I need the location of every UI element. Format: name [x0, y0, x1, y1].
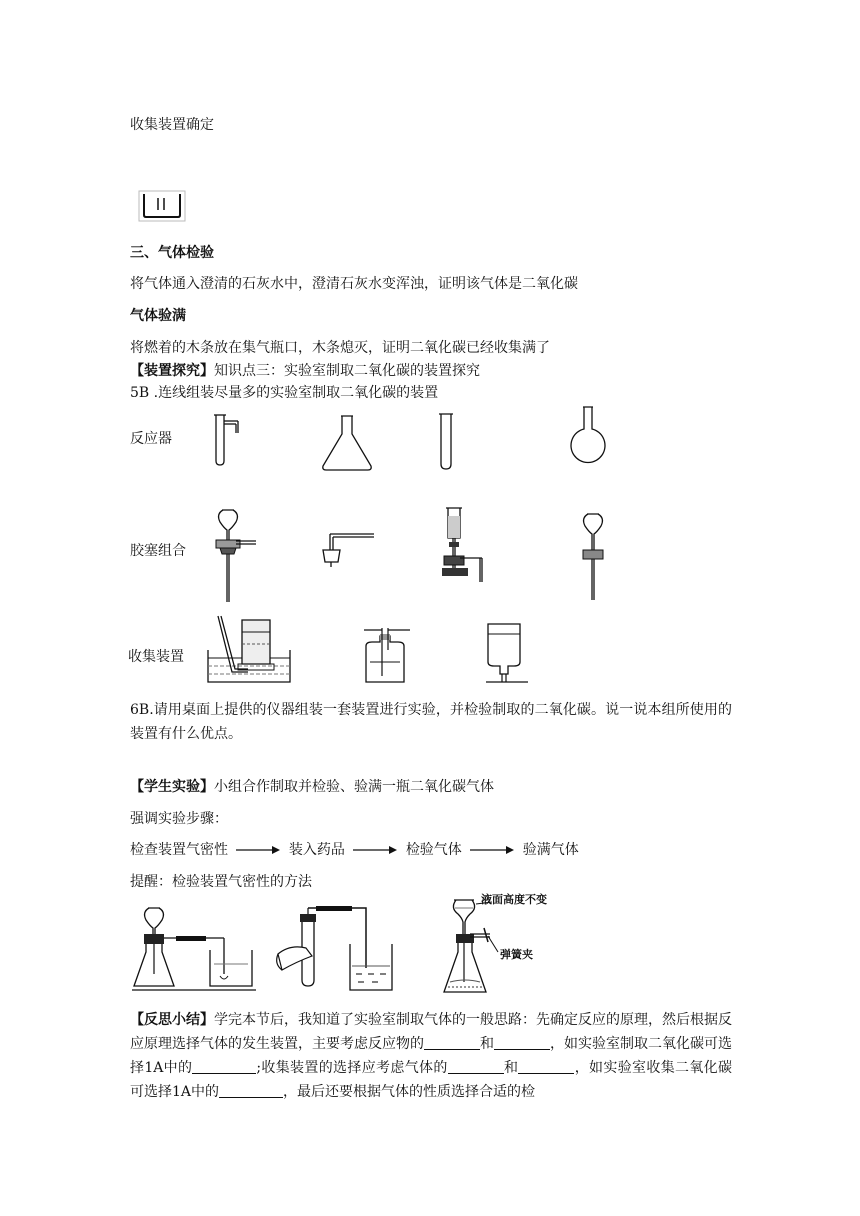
label-spring-clip: 弹簧夹	[500, 948, 533, 961]
row-label-reactor: 反应器	[130, 431, 172, 447]
summary-text-3: ;收集装置的选择应考虑气体的	[256, 1060, 448, 1076]
blank-collector-choice[interactable]	[219, 1083, 283, 1098]
device-explore-text: 知识点三：实验室制取二氧化碳的装置探究	[214, 363, 480, 379]
arrow-right-icon	[470, 845, 514, 855]
round-bottom-flask-icon	[568, 405, 608, 465]
airtightness-figure-3	[440, 894, 590, 998]
label-liquid-level: 液面高度不变	[481, 893, 547, 906]
blank-generator-choice[interactable]	[192, 1059, 256, 1074]
summary-and-2: 和	[503, 1060, 519, 1076]
full-text: 将燃着的木条放在集气瓶口，木条熄灭，证明二氧化碳已经收集满了	[130, 340, 550, 356]
step-4: 验满气体	[522, 842, 579, 858]
long-neck-funnel-stopper-icon	[578, 512, 608, 602]
reminder: 提醒：检验装置气密性的方法	[130, 874, 312, 890]
question-6b: 6B.请用桌面上提供的仪器组装一套装置进行实验，并检验制取的二氧化碳。说一说本组所使用的装置有什么优点。	[130, 702, 732, 742]
summary-text-4: ，如实验室收集二氧化碳可选择1A中的	[130, 1060, 733, 1100]
device-explore-tag: 【装置探究】	[130, 363, 214, 379]
summary-tag: 【反思小结】	[130, 1012, 214, 1028]
arrow-right-icon	[236, 845, 280, 855]
steps-title: 强调实验步骤：	[130, 811, 228, 827]
test-tube-with-side-arm-icon	[208, 413, 248, 467]
blank-reaction-condition[interactable]	[494, 1035, 550, 1050]
container-icon	[138, 190, 186, 222]
blank-gas-density[interactable]	[448, 1059, 504, 1074]
summary-paragraph	[130, 1008, 732, 1104]
section3-text: 将气体通入澄清的石灰水中，澄清石灰水变浑浊，证明该气体是二氧化碳	[130, 276, 578, 292]
summary-text-2: ，如实验室制取二氧化碳可选择1A中的	[130, 1036, 732, 1076]
summary-text-5: ，最后还要根据气体的性质选择合适的检	[283, 1084, 536, 1100]
step-1: 检查装置气密性	[130, 842, 228, 858]
row-label-stopper: 胶塞组合	[130, 543, 186, 559]
row-label-collector: 收集装置	[128, 649, 184, 665]
water-trough-collection-icon	[204, 614, 294, 686]
step-2: 装入药品	[288, 842, 345, 858]
separatory-funnel-stopper-icon	[440, 506, 496, 584]
arrow-right-icon	[353, 845, 397, 855]
gas-bottle-with-tubes-icon	[360, 626, 414, 684]
stopper-with-bent-tube-icon	[320, 530, 376, 568]
collection-device-label: 收集装置确定	[130, 117, 214, 133]
full-heading: 气体验满	[130, 308, 186, 324]
student-experiment-text: 小组合作制取并检验、验满一瓶二氧化碳气体	[214, 779, 494, 795]
step-3: 检验气体	[405, 842, 462, 858]
airtightness-figure-1	[130, 904, 258, 996]
steps-flow	[130, 841, 579, 859]
device-explore-line	[130, 362, 480, 380]
blank-reactant-state[interactable]	[424, 1035, 480, 1050]
section3-heading: 三、气体检验	[130, 245, 214, 261]
question-5b: 5B .连线组装尽量多的实验室制取二氧化碳的装置	[130, 385, 439, 401]
funnel-stopper-assembly-icon	[212, 508, 262, 604]
summary-text-1: 学完本节后，我知道了实验室制取气体的一般思路：先确定反应的原理，然后根据反应原理选择气体的发生装置，主要考虑反应物的	[130, 1012, 732, 1052]
airtightness-figure-2	[272, 904, 396, 996]
summary-and-1: 和	[480, 1036, 494, 1052]
inverted-bottle-icon	[482, 622, 530, 684]
conical-flask-icon	[320, 414, 374, 472]
student-experiment-tag: 【学生实验】	[130, 779, 214, 795]
student-experiment-line	[130, 778, 494, 796]
blank-gas-solubility[interactable]	[518, 1059, 574, 1074]
test-tube-icon	[436, 412, 456, 472]
